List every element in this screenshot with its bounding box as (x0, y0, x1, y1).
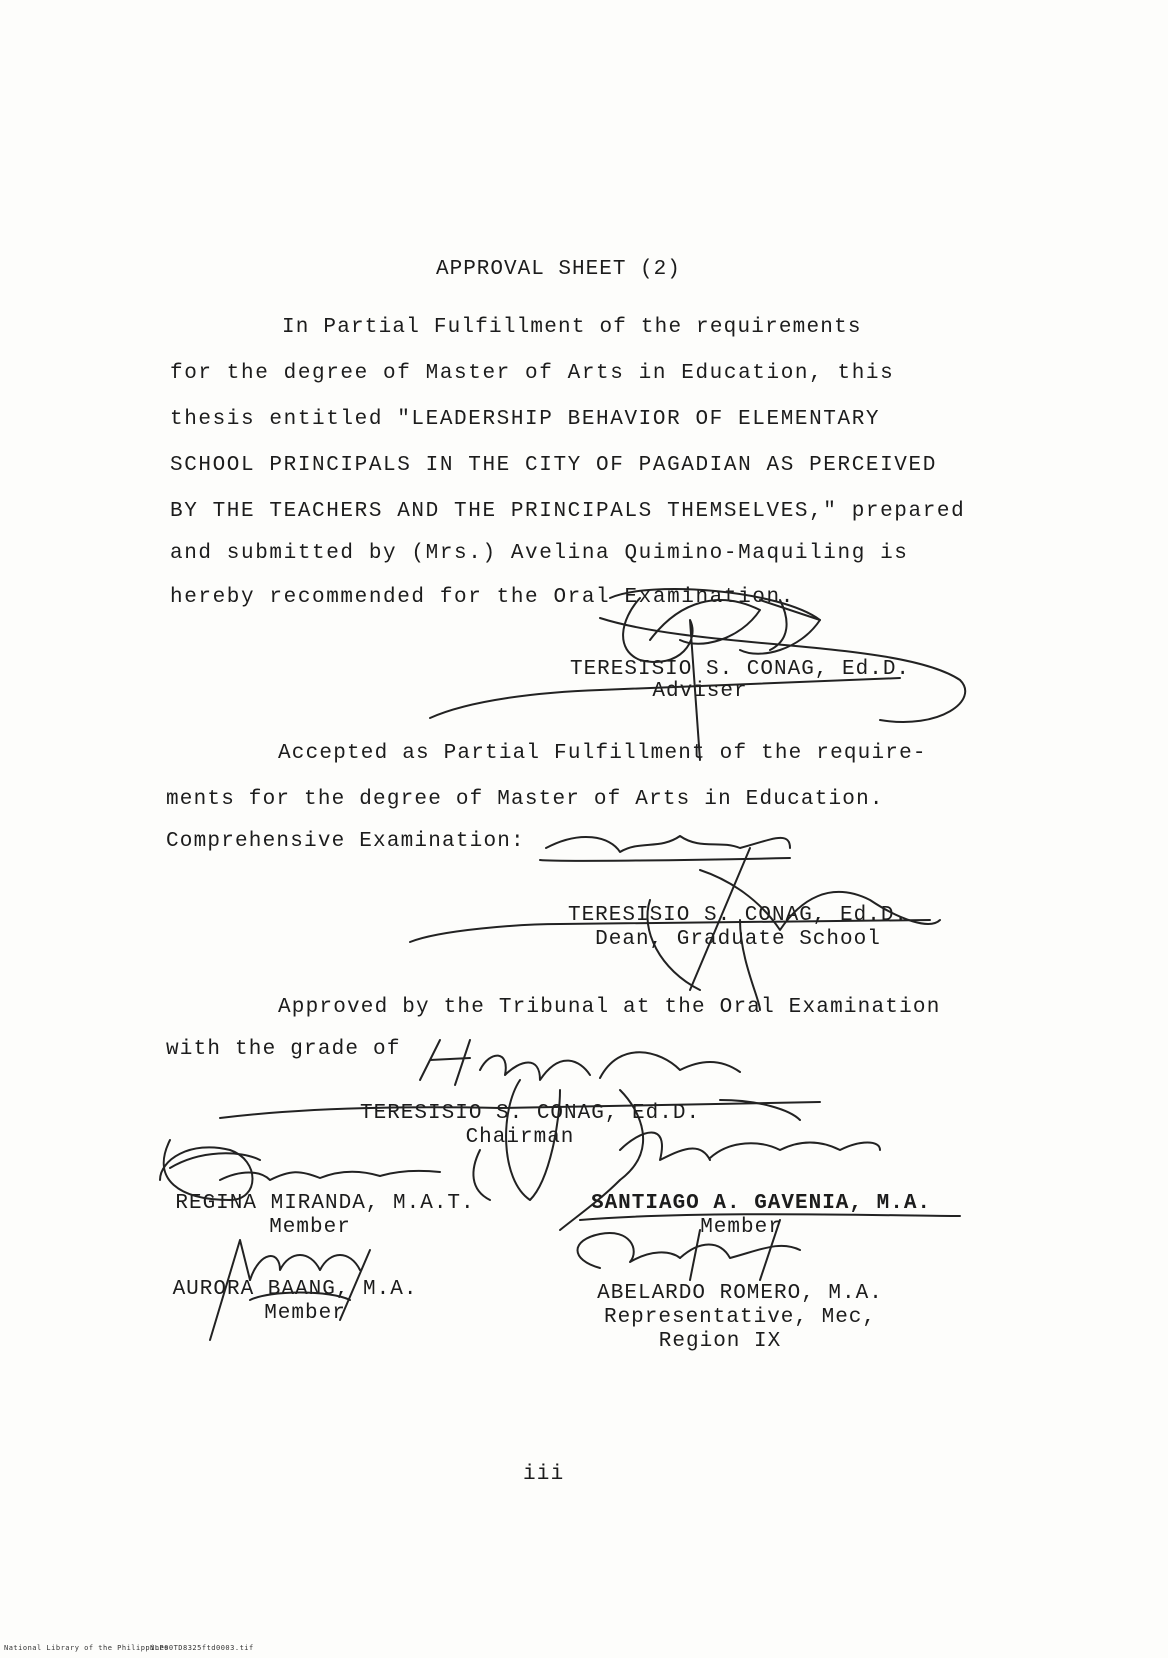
dean-name: TERESISIO S. CONAG, Ed.D. (567, 904, 909, 927)
dean-role: Dean, Graduate School (595, 928, 881, 951)
footer-library: National Library of the Philippines (4, 1644, 170, 1652)
page-number: iii (523, 1463, 565, 1486)
acceptance-line-1: Accepted as Partial Fulfillment of the require- (278, 742, 927, 765)
member-miranda-role: Member (269, 1216, 351, 1239)
member-miranda-name: REGINA MIRANDA, M.A.T. (175, 1192, 475, 1215)
recommendation-line-7: hereby recommended for the Oral Examination. (170, 586, 795, 609)
member-baang-role: Member (264, 1302, 346, 1325)
representative-role-line1: Representative, Mec, (603, 1306, 877, 1329)
representative-name: ABELARDO ROMERO, M.A. (597, 1282, 883, 1305)
recommendation-line-4: SCHOOL PRINCIPALS IN THE CITY OF PAGADIAN AS PERCEIVED (170, 454, 937, 477)
member-baang-name: AURORA BAANG, M.A. (172, 1278, 418, 1301)
footer-file: NLP00TD8325ftd0003.tif (150, 1644, 254, 1652)
recommendation-line-6: and submitted by (Mrs.) Avelina Quimino-Maquiling is (170, 542, 909, 565)
adviser-role: Adviser (652, 680, 748, 703)
acceptance-line-3: Comprehensive Examination: (166, 830, 525, 853)
approval-line-1: Approved by the Tribunal at the Oral Examination (278, 996, 941, 1019)
recommendation-line-1: In Partial Fulfillment of the requirements (282, 316, 862, 339)
chairman-name: TERESISIO S. CONAG, Ed.D. (360, 1102, 701, 1125)
acceptance-line-2: ments for the degree of Master of Arts in Education. (166, 788, 884, 811)
recommendation-line-2: for the degree of Master of Arts in Education, this (170, 362, 895, 385)
recommendation-line-5: BY THE TEACHERS AND THE PRINCIPALS THEMSELVES," prepared (170, 500, 966, 523)
member-gavenia-role: Member (700, 1216, 782, 1239)
miranda-signature (160, 1140, 440, 1200)
member-gavenia-name: SANTIAGO A. GAVENIA, M.A. (590, 1192, 932, 1215)
recommendation-line-3: thesis entitled "LEADERSHIP BEHAVIOR OF ELEMENTARY (170, 408, 881, 431)
document-title: APPROVAL SHEET (2) (436, 258, 681, 281)
approval-line-2: with the grade of (166, 1038, 401, 1061)
representative-role-line2: Region IX (658, 1330, 782, 1353)
chairman-role: Chairman (465, 1126, 575, 1149)
adviser-name: TERESISIO S. CONAG, Ed.D. (569, 658, 911, 681)
